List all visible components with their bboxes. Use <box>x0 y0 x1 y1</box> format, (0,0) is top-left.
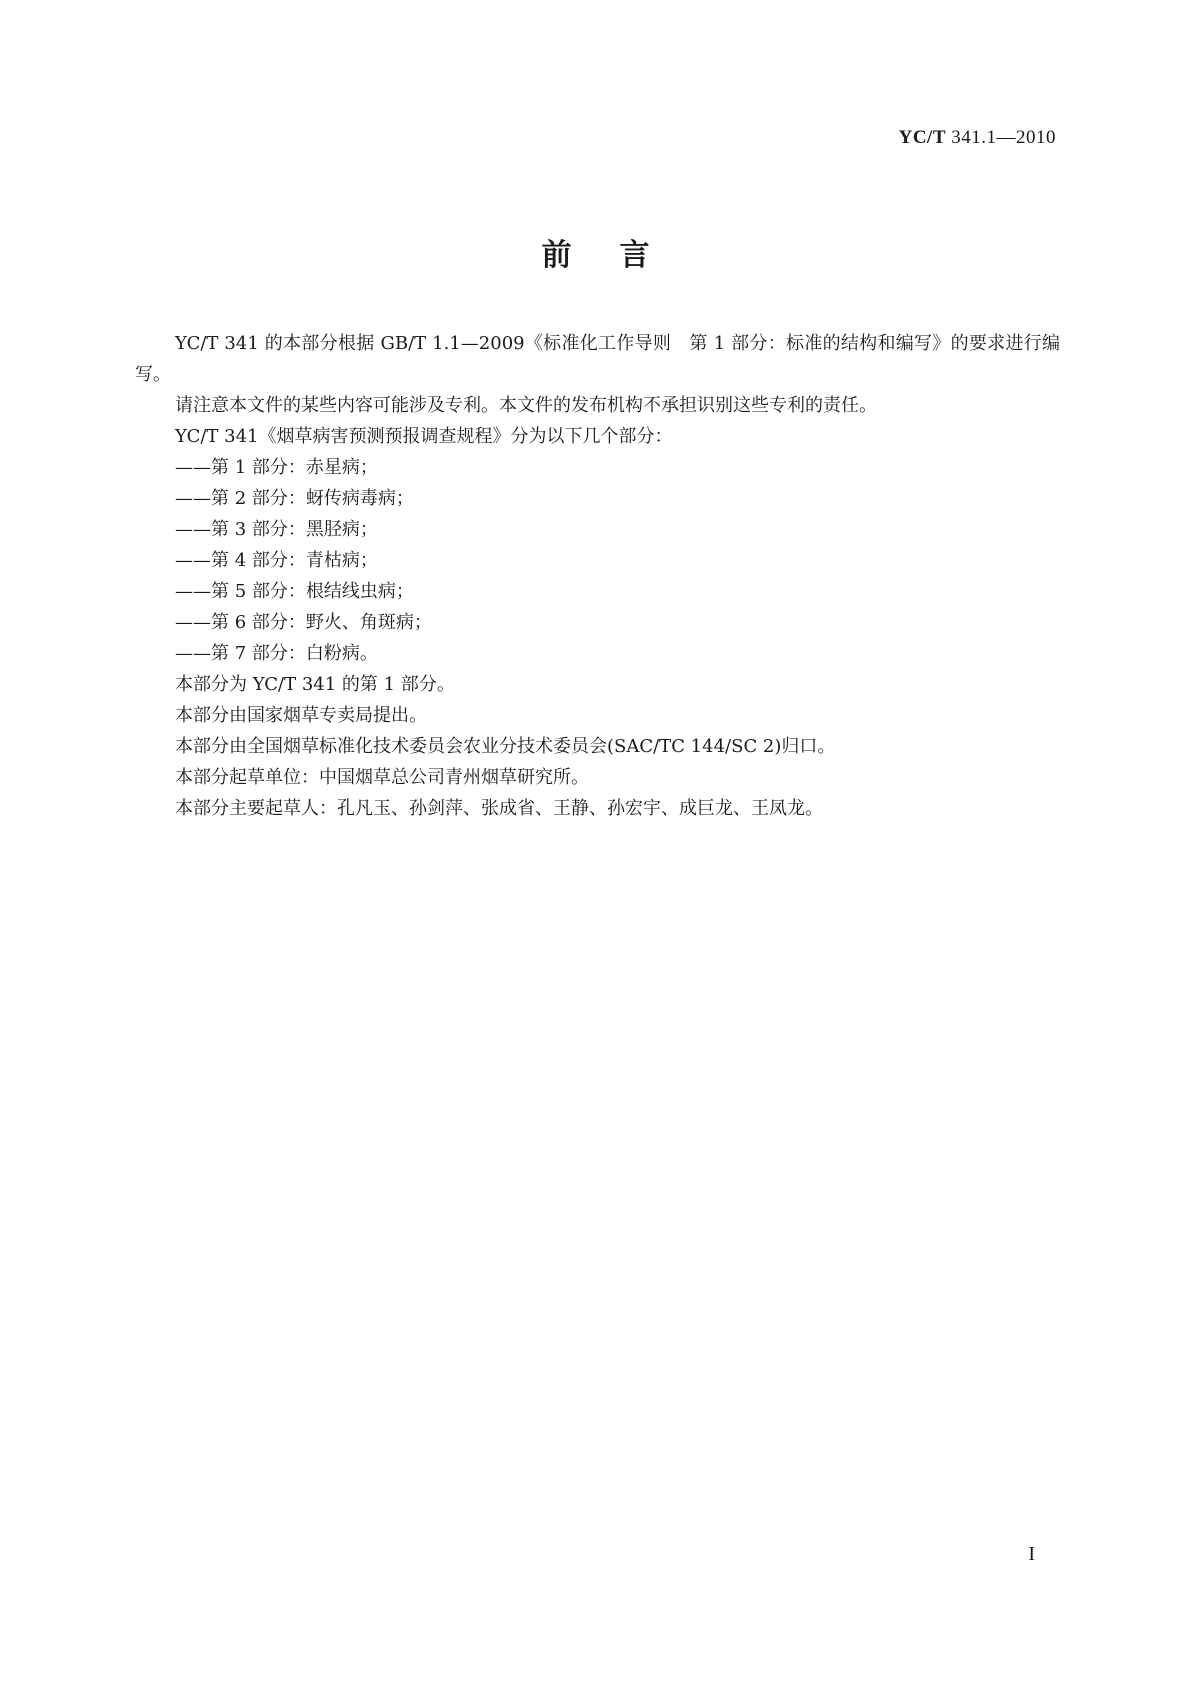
paragraph-part-number: 本部分为 YC/T 341 的第 1 部分。 <box>175 674 455 695</box>
paragraph-drafters: 本部分主要起草人：孔凡玉、孙剑萍、张成省、王静、孙宏宇、成巨龙、王凤龙。 <box>175 798 823 819</box>
standard-code-number: 341.1—2010 <box>951 127 1056 148</box>
list-item: ——第 3 部分：黑胫病； <box>175 519 378 540</box>
list-item: ——第 6 部分：野火、角斑病； <box>175 612 432 633</box>
standard-code-prefix: YC/T <box>898 127 946 148</box>
paragraph-basis: YC/T 341 的本部分根据 GB/T 1.1—2009《标准化工作导则 第 1 部分：标准的结构和编写》的要求进行编写。 <box>135 333 1060 385</box>
paragraph-committee: 本部分由全国烟草标准化技术委员会农业分技术委员会(SAC/TC 144/SC 2)归口。 <box>175 736 836 757</box>
page-number: I <box>1028 1543 1035 1565</box>
paragraph-proposer: 本部分由国家烟草专卖局提出。 <box>175 705 427 726</box>
paragraph-patent-notice: 请注意本文件的某些内容可能涉及专利。本文件的发布机构不承担识别这些专利的责任。 <box>175 395 877 416</box>
list-item: ——第 5 部分：根结线虫病； <box>175 581 414 602</box>
paragraph-drafting-unit: 本部分起草单位：中国烟草总公司青州烟草研究所。 <box>175 767 589 788</box>
standard-code <box>899 127 1056 149</box>
paragraph-parts-intro: YC/T 341《烟草病害预测预报调查规程》分为以下几个部分： <box>175 426 673 447</box>
foreword-body <box>135 328 1060 824</box>
list-item: ——第 4 部分：青枯病； <box>175 550 378 571</box>
parts-list <box>135 452 1060 669</box>
list-item: ——第 7 部分：白粉病。 <box>175 643 378 664</box>
list-item: ——第 1 部分：赤星病； <box>175 457 378 478</box>
list-item: ——第 2 部分：蚜传病毒病； <box>175 488 414 509</box>
page-title: 前言 <box>541 238 698 273</box>
